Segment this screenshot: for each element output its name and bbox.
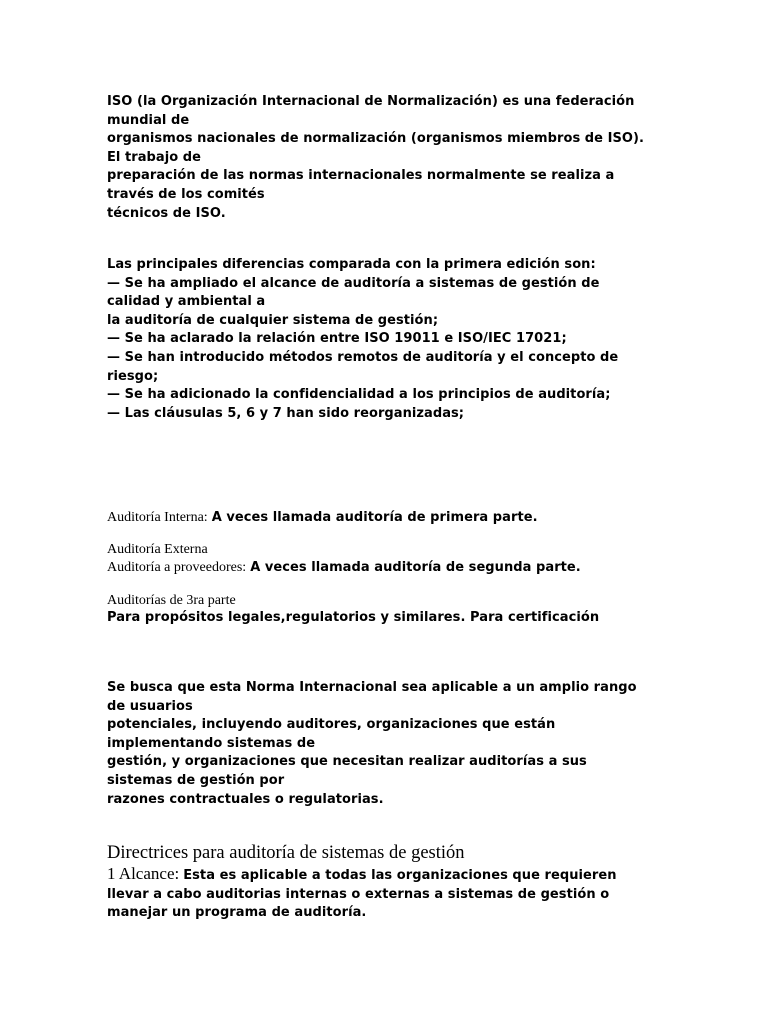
differences-line: — Se ha aclarado la relación entre ISO 19011 e ISO/IEC 17021; bbox=[107, 331, 567, 347]
applicability-line: Se busca que esta Norma Internacional sea aplicable a un amplio rango bbox=[107, 680, 637, 695]
applicability-line: de usuarios bbox=[107, 698, 193, 714]
differences-line: — Se ha adicionado la confidencialidad a los principios de auditoría; bbox=[107, 387, 611, 403]
intro-line: organismos nacionales de normalización (organismos miembros de ISO). bbox=[107, 131, 644, 147]
applicability-line: implementando sistemas de bbox=[107, 735, 316, 751]
applicability-paragraph bbox=[107, 679, 667, 809]
scope-text-line: manejar un programa de auditoría. bbox=[107, 905, 367, 921]
differences-line: riesgo; bbox=[107, 368, 159, 384]
differences-line: — Se han introducido métodos remotos de auditoría y el concepto de bbox=[107, 349, 619, 365]
differences-line: la auditoría de cualquier sistema de gestión; bbox=[107, 312, 439, 328]
third-party-audit-entry bbox=[107, 592, 667, 628]
external-audit-description: A veces llamada auditoría de segunda parte. bbox=[250, 560, 581, 575]
applicability-line: potenciales, incluyendo auditores, organizaciones que están bbox=[107, 717, 556, 733]
supplier-audit-label: Auditoría a proveedores: bbox=[107, 560, 247, 575]
guidelines-heading: Directrices para auditoría de sistemas de gestión bbox=[107, 843, 465, 863]
differences-list bbox=[107, 256, 667, 423]
intro-line: preparación de las normas internacionales normalmente se realiza a bbox=[107, 168, 615, 184]
differences-line: calidad y ambiental a bbox=[107, 294, 266, 310]
differences-line: — Se ha ampliado el alcance de auditoría a sistemas de gestión de bbox=[107, 275, 600, 291]
intro-line: mundial de bbox=[107, 112, 190, 128]
internal-audit-entry bbox=[107, 508, 667, 528]
differences-line: Las principales diferencias comparada con la primera edición son: bbox=[107, 257, 596, 272]
external-audit-label: Auditoría Externa bbox=[107, 542, 208, 557]
differences-line: — Las cláusulas 5, 6 y 7 han sido reorganizadas; bbox=[107, 405, 465, 421]
external-audit-entry bbox=[107, 541, 667, 578]
scope-text-line: Esta es aplicable a todas las organizaciones que requieren bbox=[183, 868, 617, 883]
applicability-line: razones contractuales o regulatorias. bbox=[107, 791, 384, 807]
intro-line: técnicos de ISO. bbox=[107, 205, 226, 221]
scope-label: 1 Alcance: bbox=[107, 864, 180, 883]
internal-audit-description: A veces llamada auditoría de primera parte. bbox=[211, 510, 538, 525]
internal-audit-label: Auditoría Interna: bbox=[107, 510, 208, 525]
intro-line: El trabajo de bbox=[107, 149, 202, 165]
third-party-audit-label: Auditorías de 3ra parte bbox=[107, 593, 236, 608]
scope-section bbox=[107, 865, 667, 923]
intro-line: ISO (la Organización Internacional de Normalización) es una federación bbox=[107, 94, 635, 109]
applicability-line: gestión, y organizaciones que necesitan realizar auditorías a sus bbox=[107, 754, 587, 770]
intro-paragraph bbox=[107, 93, 667, 223]
third-party-audit-description: Para propósitos legales,regulatorios y similares. Para certificación bbox=[107, 610, 600, 625]
intro-line: través de los comités bbox=[107, 186, 265, 202]
scope-text-line: llevar a cabo auditorias internas o externas a sistemas de gestión o bbox=[107, 886, 610, 902]
applicability-line: sistemas de gestión por bbox=[107, 772, 285, 788]
